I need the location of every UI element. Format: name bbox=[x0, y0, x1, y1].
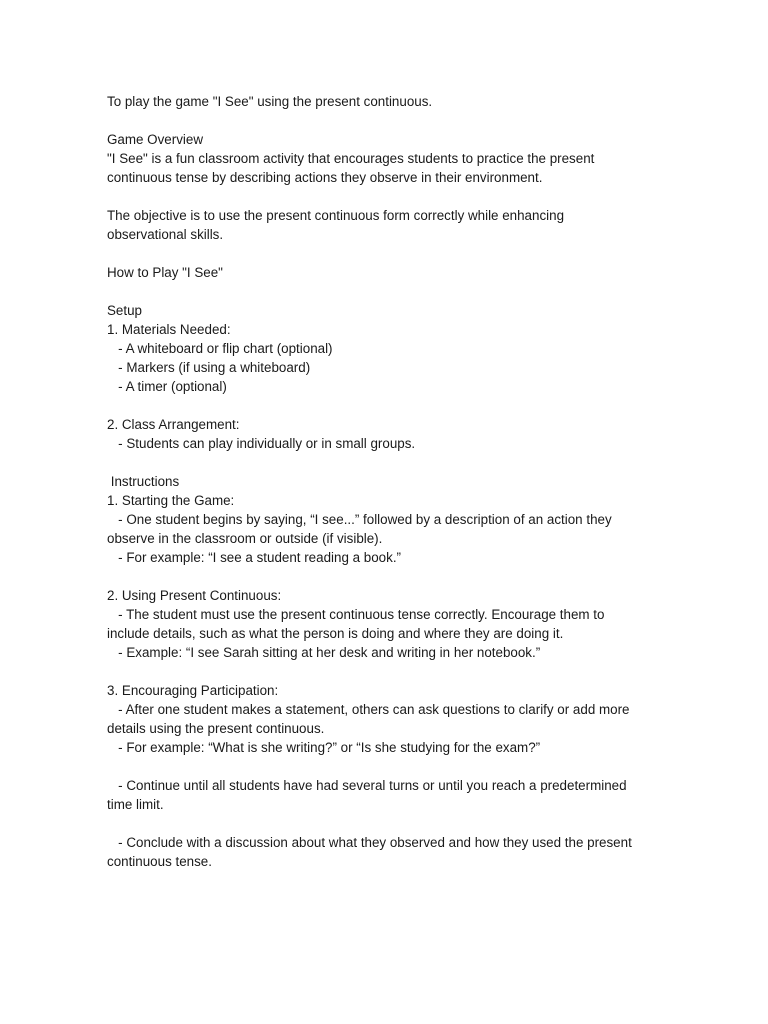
step-line: - Continue until all students have had several turns or until you reach a predetermined bbox=[107, 778, 627, 793]
step-line: - For example: “I see a student reading a book.” bbox=[107, 550, 401, 565]
step-line: - One student begins by saying, “I see...” followed by a description of an action they bbox=[107, 512, 612, 527]
spacer bbox=[107, 111, 667, 130]
how-to-play-heading: How to Play "I See" bbox=[107, 265, 223, 280]
step-line: - For example: “What is she writing?” or “Is she studying for the exam?” bbox=[107, 740, 541, 755]
step-line: - Conclude with a discussion about what they observed and how they used the present bbox=[107, 835, 632, 850]
step-line: observe in the classroom or outside (if visible). bbox=[107, 531, 383, 546]
objective-paragraph-line: The objective is to use the present continuous form correctly while enhancing bbox=[107, 208, 565, 223]
step-line: - Example: “I see Sarah sitting at her desk and writing in her notebook.” bbox=[107, 645, 541, 660]
spacer bbox=[107, 453, 667, 472]
materials-heading: 1. Materials Needed: bbox=[107, 322, 231, 337]
step-line: time limit. bbox=[107, 797, 164, 812]
list-item: - A timer (optional) bbox=[107, 379, 227, 394]
step-line: include details, such as what the person is doing and where they are doing it. bbox=[107, 626, 564, 641]
spacer bbox=[107, 244, 667, 263]
objective-paragraph-line: observational skills. bbox=[107, 227, 224, 242]
overview-paragraph-line: continuous tense by describing actions they observe in their environment. bbox=[107, 170, 543, 185]
step-heading: 3. Encouraging Participation: bbox=[107, 683, 279, 698]
document-body bbox=[107, 92, 667, 871]
spacer bbox=[107, 814, 667, 833]
instructions-heading: Instructions bbox=[107, 474, 180, 489]
spacer bbox=[107, 757, 667, 776]
step-line: continuous tense. bbox=[107, 854, 212, 869]
overview-heading: Game Overview bbox=[107, 132, 203, 147]
spacer bbox=[107, 396, 667, 415]
spacer bbox=[107, 567, 667, 586]
step-line: - After one student makes a statement, others can ask questions to clarify or add more bbox=[107, 702, 630, 717]
intro-text: To play the game "I See" using the present continuous. bbox=[107, 94, 433, 109]
spacer bbox=[107, 282, 667, 301]
list-item: - A whiteboard or flip chart (optional) bbox=[107, 341, 333, 356]
setup-heading: Setup bbox=[107, 303, 142, 318]
spacer bbox=[107, 187, 667, 206]
overview-paragraph-line: "I See" is a fun classroom activity that encourages students to practice the present bbox=[107, 151, 595, 166]
step-heading: 1. Starting the Game: bbox=[107, 493, 235, 508]
step-line: - The student must use the present continuous tense correctly. Encourage them to bbox=[107, 607, 605, 622]
arrangement-heading: 2. Class Arrangement: bbox=[107, 417, 240, 432]
list-item: - Markers (if using a whiteboard) bbox=[107, 360, 311, 375]
list-item: - Students can play individually or in small groups. bbox=[107, 436, 416, 451]
spacer bbox=[107, 662, 667, 681]
step-line: details using the present continuous. bbox=[107, 721, 325, 736]
step-heading: 2. Using Present Continuous: bbox=[107, 588, 282, 603]
